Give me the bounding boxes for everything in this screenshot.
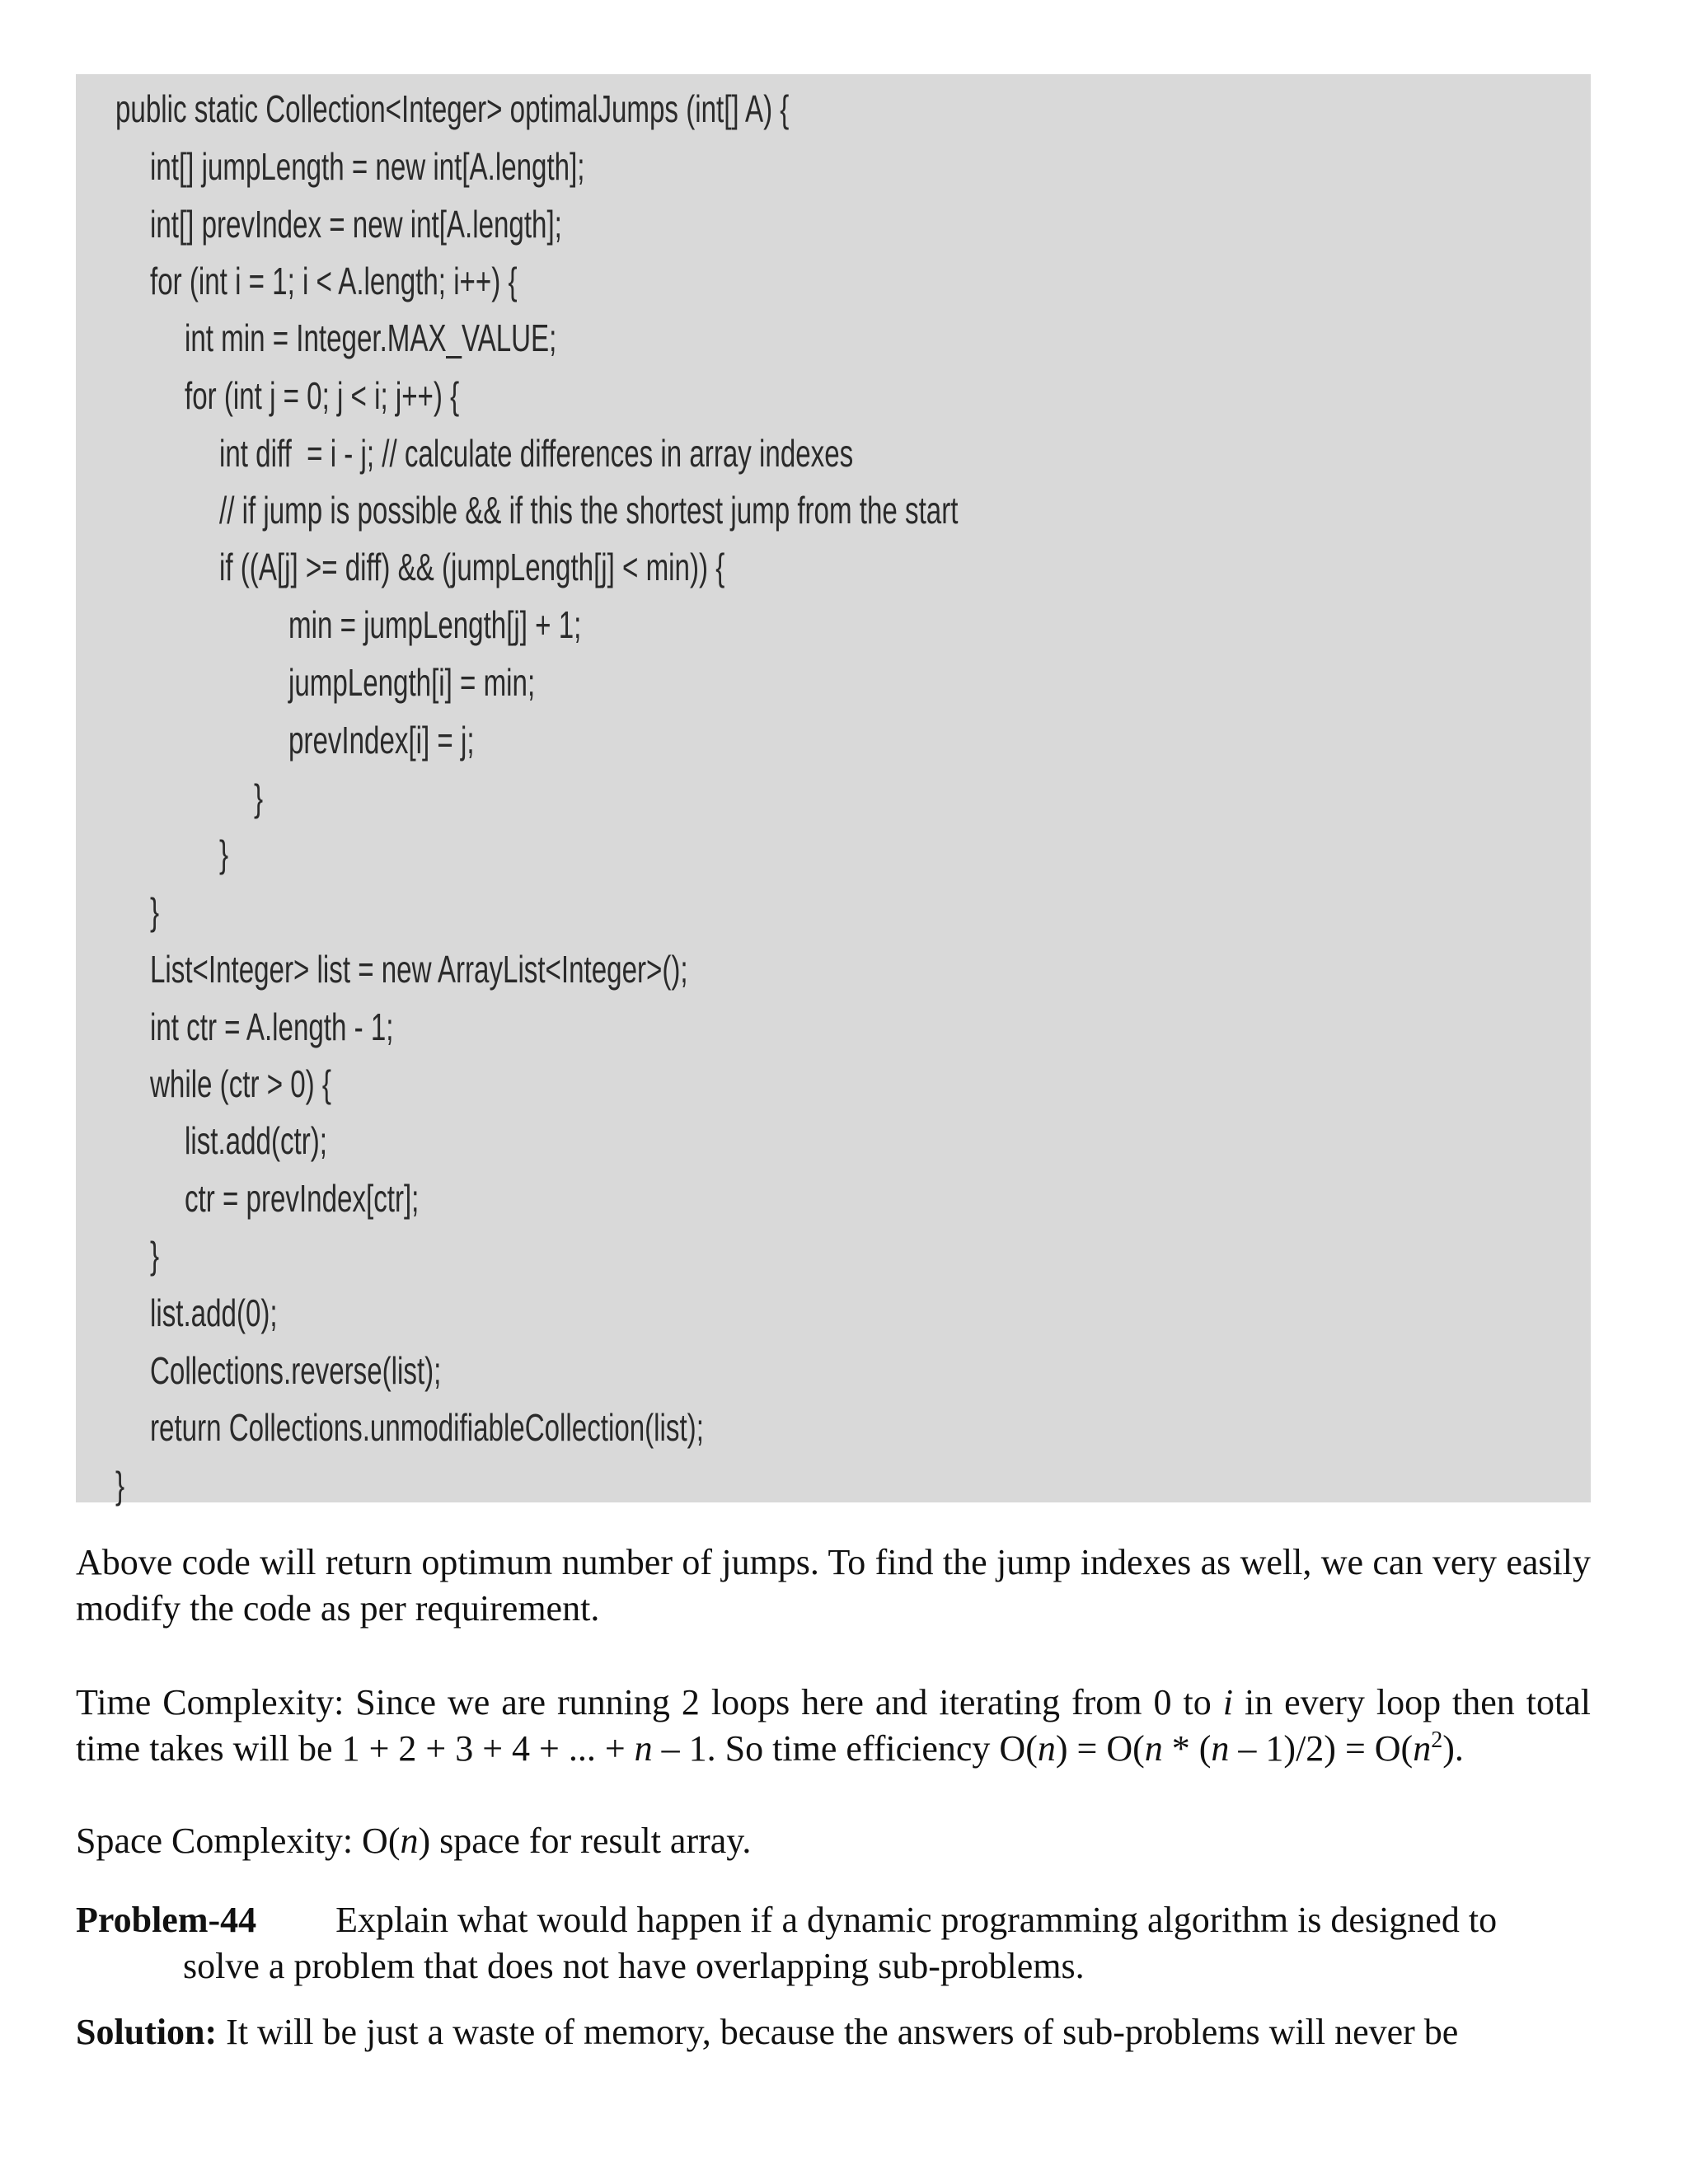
problem-heading-line — [76, 1897, 1591, 1943]
paragraph-space-complexity: Space Complexity: O(n) space for result array. — [76, 1821, 752, 1861]
solution-text: It will be just a waste of memory, because the answers of sub-problems will never be — [217, 2012, 1459, 2052]
code-line: list.add(0); — [150, 1291, 278, 1334]
code-line: } — [254, 776, 264, 819]
solution-line — [76, 2009, 1591, 2055]
code-block — [76, 74, 1591, 1507]
code-line: public static Collection<Integer> optimalJumps (int[] A) { — [115, 87, 790, 130]
code-line: // if jump is possible && if this the shortest jump from the start — [219, 489, 959, 532]
code-line: min = jumpLength[j] + 1; — [288, 603, 582, 646]
code-line: jumpLength[i] = min; — [288, 661, 536, 704]
solution-label: Solution: — [76, 2012, 218, 2052]
paragraph-code-summary: Above code will return optimum number of jumps. To find the jump indexes as well, we can very easily modify the code as per requirement. — [76, 1542, 1591, 1629]
problem-text-line1: Explain what would happen if a dynamic programming algorithm is designed to — [335, 1900, 1498, 1940]
problem-text-line2: solve a problem that does not have overlapping sub-problems. — [183, 1946, 1085, 1986]
code-line: } — [150, 1234, 160, 1277]
paragraph-time-complexity: Time Complexity: Since we are running 2 loops here and iterating from 0 to i in every loop then total time takes will be 1 + 2 + 3 + 4 + ... + n – 1. So time efficiency $O(n) = O(n * (n - 1)/2) = O(n^2)$. — [76, 1682, 1592, 1769]
code-line: ctr = prevIndex[ctr]; — [185, 1177, 420, 1220]
code-line: } — [115, 1464, 125, 1507]
code-line: int[] jumpLength = new int[A.length]; — [150, 145, 585, 188]
code-line: int diff = i - j; // calculate differences in array indexes — [219, 432, 854, 475]
code-line: list.add(ctr); — [185, 1119, 327, 1162]
code-line: for (int j = 0; j < i; j++) { — [185, 374, 460, 417]
code-line: int ctr = A.length - 1; — [150, 1005, 394, 1048]
code-line: if ((A[j] >= diff) && (jumpLength[j] < min)) { — [219, 546, 725, 588]
code-line: int min = Integer.MAX_VALUE; — [185, 316, 557, 359]
code-line: for (int i = 1; i < A.length; i++) { — [150, 260, 518, 302]
code-line: prevIndex[i] = j; — [288, 719, 475, 762]
code-line: while (ctr > 0) { — [150, 1062, 331, 1105]
code-line: } — [219, 832, 229, 875]
code-line: List<Integer> list = new ArrayList<Integer>(); — [150, 948, 688, 991]
code-line: int[] prevIndex = new int[A.length]; — [150, 203, 562, 246]
code-line: } — [150, 890, 160, 933]
code-line: return Collections.unmodifiableCollection(list); — [150, 1406, 704, 1449]
code-line: Collections.reverse(list); — [150, 1349, 442, 1392]
problem-label: Problem-44 — [76, 1900, 257, 1940]
